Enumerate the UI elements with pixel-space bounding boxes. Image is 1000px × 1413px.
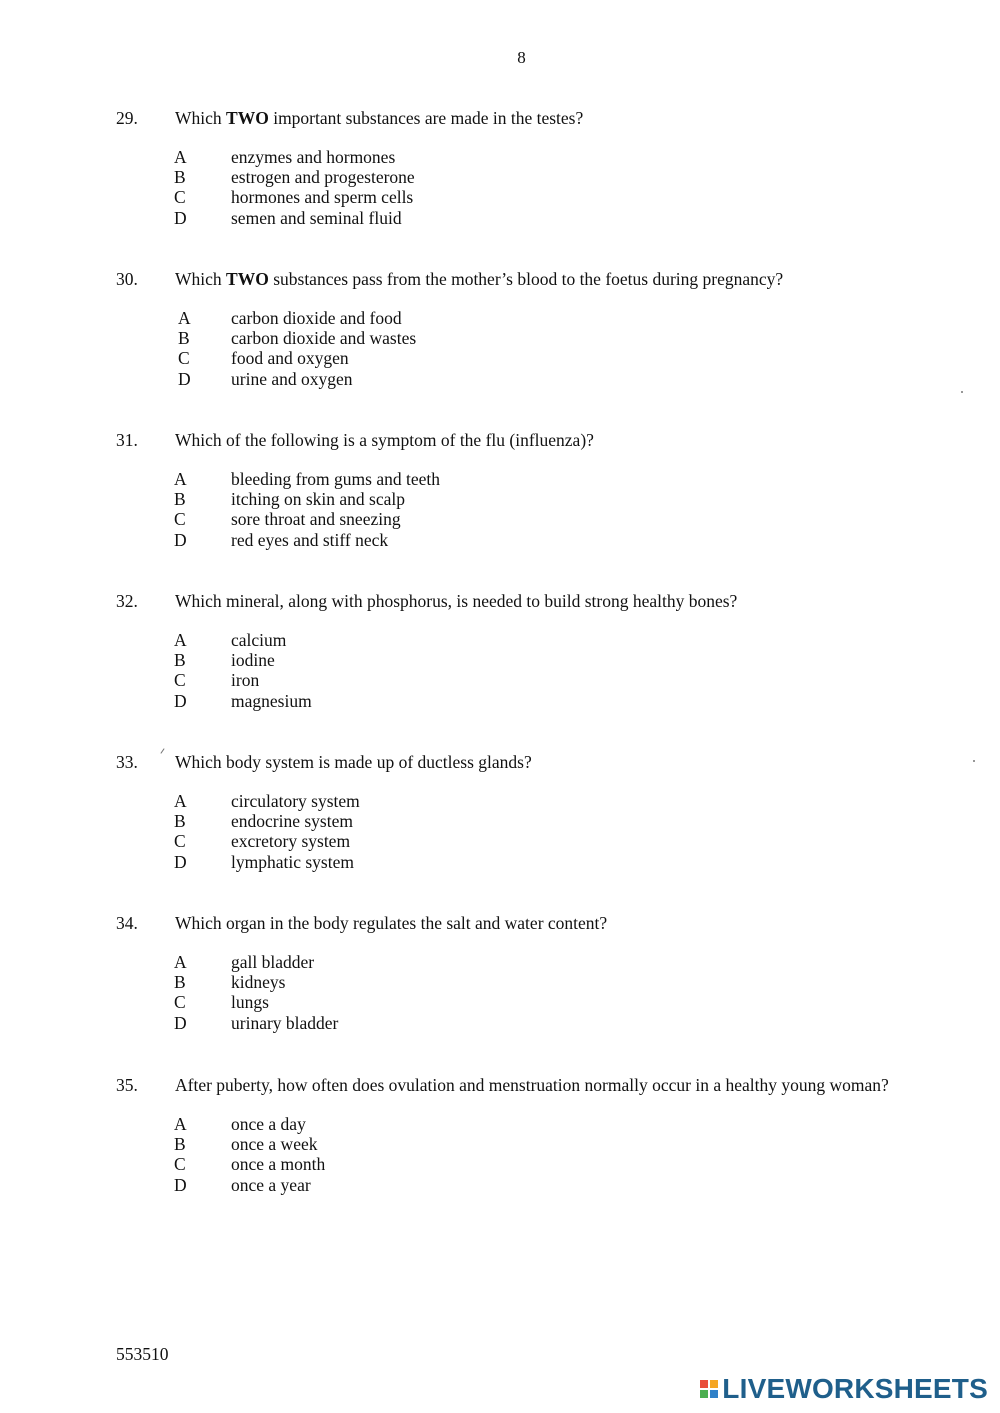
option-letter: C [174, 187, 186, 208]
option-text: red eyes and stiff neck [231, 529, 389, 550]
option-letter: C [174, 670, 186, 691]
option-text: bleeding from gums and teeth [231, 469, 440, 489]
option-letter: A [174, 1114, 187, 1134]
option-text: once a week [231, 1134, 318, 1155]
question-30 [116, 267, 976, 389]
option-letter: D [174, 1012, 187, 1033]
option-text: carbon dioxide and wastes [231, 328, 417, 349]
option-c[interactable] [174, 670, 976, 690]
scan-speck [961, 391, 963, 393]
question-number: 34. [116, 913, 138, 933]
question-text: After puberty, how often does ovulation and menstruation normally occur in a healthy young woman? [175, 1075, 889, 1095]
option-text: once a year [231, 1174, 311, 1195]
option-b[interactable] [174, 1134, 976, 1154]
option-text: lungs [231, 992, 269, 1013]
option-letter: A [174, 630, 187, 650]
option-b[interactable] [174, 167, 976, 187]
option-letter: C [174, 831, 186, 852]
option-letter: C [174, 1154, 186, 1175]
option-letter: D [174, 529, 187, 550]
question-number: 30. [116, 269, 138, 289]
option-text: magnesium [231, 690, 312, 711]
question-text: Which mineral, along with phosphorus, is needed to build strong healthy bones? [175, 591, 738, 611]
option-text: calcium [231, 630, 287, 650]
option-text: carbon dioxide and food [231, 308, 402, 328]
option-c[interactable] [178, 348, 976, 368]
option-b[interactable] [174, 650, 976, 670]
option-a[interactable] [174, 791, 976, 811]
question-stem [116, 589, 976, 613]
option-c[interactable] [174, 509, 976, 529]
answer-options [178, 308, 976, 389]
option-letter: A [174, 469, 187, 489]
option-text: semen and seminal fluid [231, 207, 402, 228]
question-number: 33. [116, 752, 138, 772]
option-text: estrogen and progesterone [231, 167, 415, 188]
option-letter: B [174, 650, 186, 671]
option-letter: C [174, 509, 186, 530]
option-text: once a month [231, 1154, 326, 1175]
option-a[interactable] [174, 630, 976, 650]
question-stem [116, 106, 976, 130]
question-number: 29. [116, 108, 138, 128]
question-stem [116, 750, 976, 774]
question-stem [116, 428, 976, 452]
option-letter: A [174, 147, 187, 167]
question-number: 31. [116, 430, 138, 450]
option-a[interactable] [178, 308, 976, 328]
option-letter: B [174, 1134, 186, 1155]
option-text: iodine [231, 650, 275, 671]
option-text: urine and oxygen [231, 368, 353, 389]
option-d[interactable] [174, 208, 976, 228]
option-text: urinary bladder [231, 1012, 339, 1033]
question-31 [116, 428, 976, 550]
option-letter: A [174, 791, 187, 811]
option-letter: A [178, 308, 191, 328]
option-letter: B [174, 489, 186, 510]
option-letter: C [178, 348, 190, 369]
option-d[interactable] [174, 530, 976, 550]
option-text: endocrine system [231, 811, 353, 832]
option-a[interactable] [174, 952, 976, 972]
option-text: lymphatic system [231, 851, 354, 872]
logo-mark-icon [700, 1380, 718, 1398]
option-d[interactable] [174, 852, 976, 872]
option-a[interactable] [174, 469, 976, 489]
question-29 [116, 106, 976, 228]
option-letter: D [178, 368, 191, 389]
question-number: 32. [116, 591, 138, 611]
question-text: Which TWO important substances are made in the testes? [175, 108, 584, 128]
question-stem [116, 1073, 976, 1097]
option-b[interactable] [178, 328, 976, 348]
answer-options [174, 1114, 976, 1195]
option-letter: B [178, 328, 190, 349]
option-c[interactable] [174, 992, 976, 1012]
option-c[interactable] [174, 831, 976, 851]
option-text: circulatory system [231, 791, 360, 811]
option-letter: D [174, 207, 187, 228]
question-text: Which organ in the body regulates the salt and water content? [175, 913, 608, 933]
paper-code: 553510 [116, 1344, 169, 1364]
option-text: sore throat and sneezing [231, 509, 401, 530]
question-stem [116, 911, 976, 935]
option-b[interactable] [174, 811, 976, 831]
answer-options [174, 952, 976, 1033]
option-d[interactable] [174, 691, 976, 711]
option-letter: A [174, 952, 187, 972]
option-text: hormones and sperm cells [231, 187, 414, 208]
option-c[interactable] [174, 1154, 976, 1174]
option-d[interactable] [174, 1175, 976, 1195]
option-text: kidneys [231, 972, 286, 993]
option-a[interactable] [174, 147, 976, 167]
logo-text: LIVEWORKSHEETS [722, 1373, 988, 1404]
option-text: food and oxygen [231, 348, 349, 369]
option-letter: C [174, 992, 186, 1013]
option-letter: D [174, 1174, 187, 1195]
liveworksheets-logo [700, 1372, 988, 1406]
option-text: once a day [231, 1114, 306, 1134]
option-text: enzymes and hormones [231, 147, 396, 167]
option-letter: B [174, 167, 186, 188]
option-d[interactable] [174, 1013, 976, 1033]
question-text: Which of the following is a symptom of the flu (influenza)? [175, 430, 594, 450]
option-letter: B [174, 972, 186, 993]
option-c[interactable] [174, 187, 976, 207]
question-33 [116, 750, 976, 872]
option-letter: D [174, 851, 187, 872]
option-letter: D [174, 690, 187, 711]
answer-options [174, 630, 976, 711]
page-number: 8 [517, 48, 526, 67]
option-text: gall bladder [231, 952, 315, 972]
option-letter: B [174, 811, 186, 832]
question-32 [116, 589, 976, 711]
answer-options [174, 791, 976, 872]
question-text: Which TWO substances pass from the mother’s blood to the foetus during pregnancy? [175, 269, 784, 289]
scan-speck [973, 760, 975, 762]
question-number: 35. [116, 1075, 138, 1095]
option-b[interactable] [174, 972, 976, 992]
question-stem [116, 267, 976, 291]
option-d[interactable] [178, 369, 976, 389]
answer-options [174, 469, 976, 550]
option-text: excretory system [231, 831, 351, 852]
option-text: iron [231, 670, 260, 691]
question-text: Which body system is made up of ductless glands? [175, 752, 532, 772]
option-text: itching on skin and scalp [231, 489, 406, 510]
question-35 [116, 1073, 976, 1195]
question-34 [116, 911, 976, 1033]
option-a[interactable] [174, 1114, 976, 1134]
answer-options [174, 147, 976, 228]
option-b[interactable] [174, 489, 976, 509]
